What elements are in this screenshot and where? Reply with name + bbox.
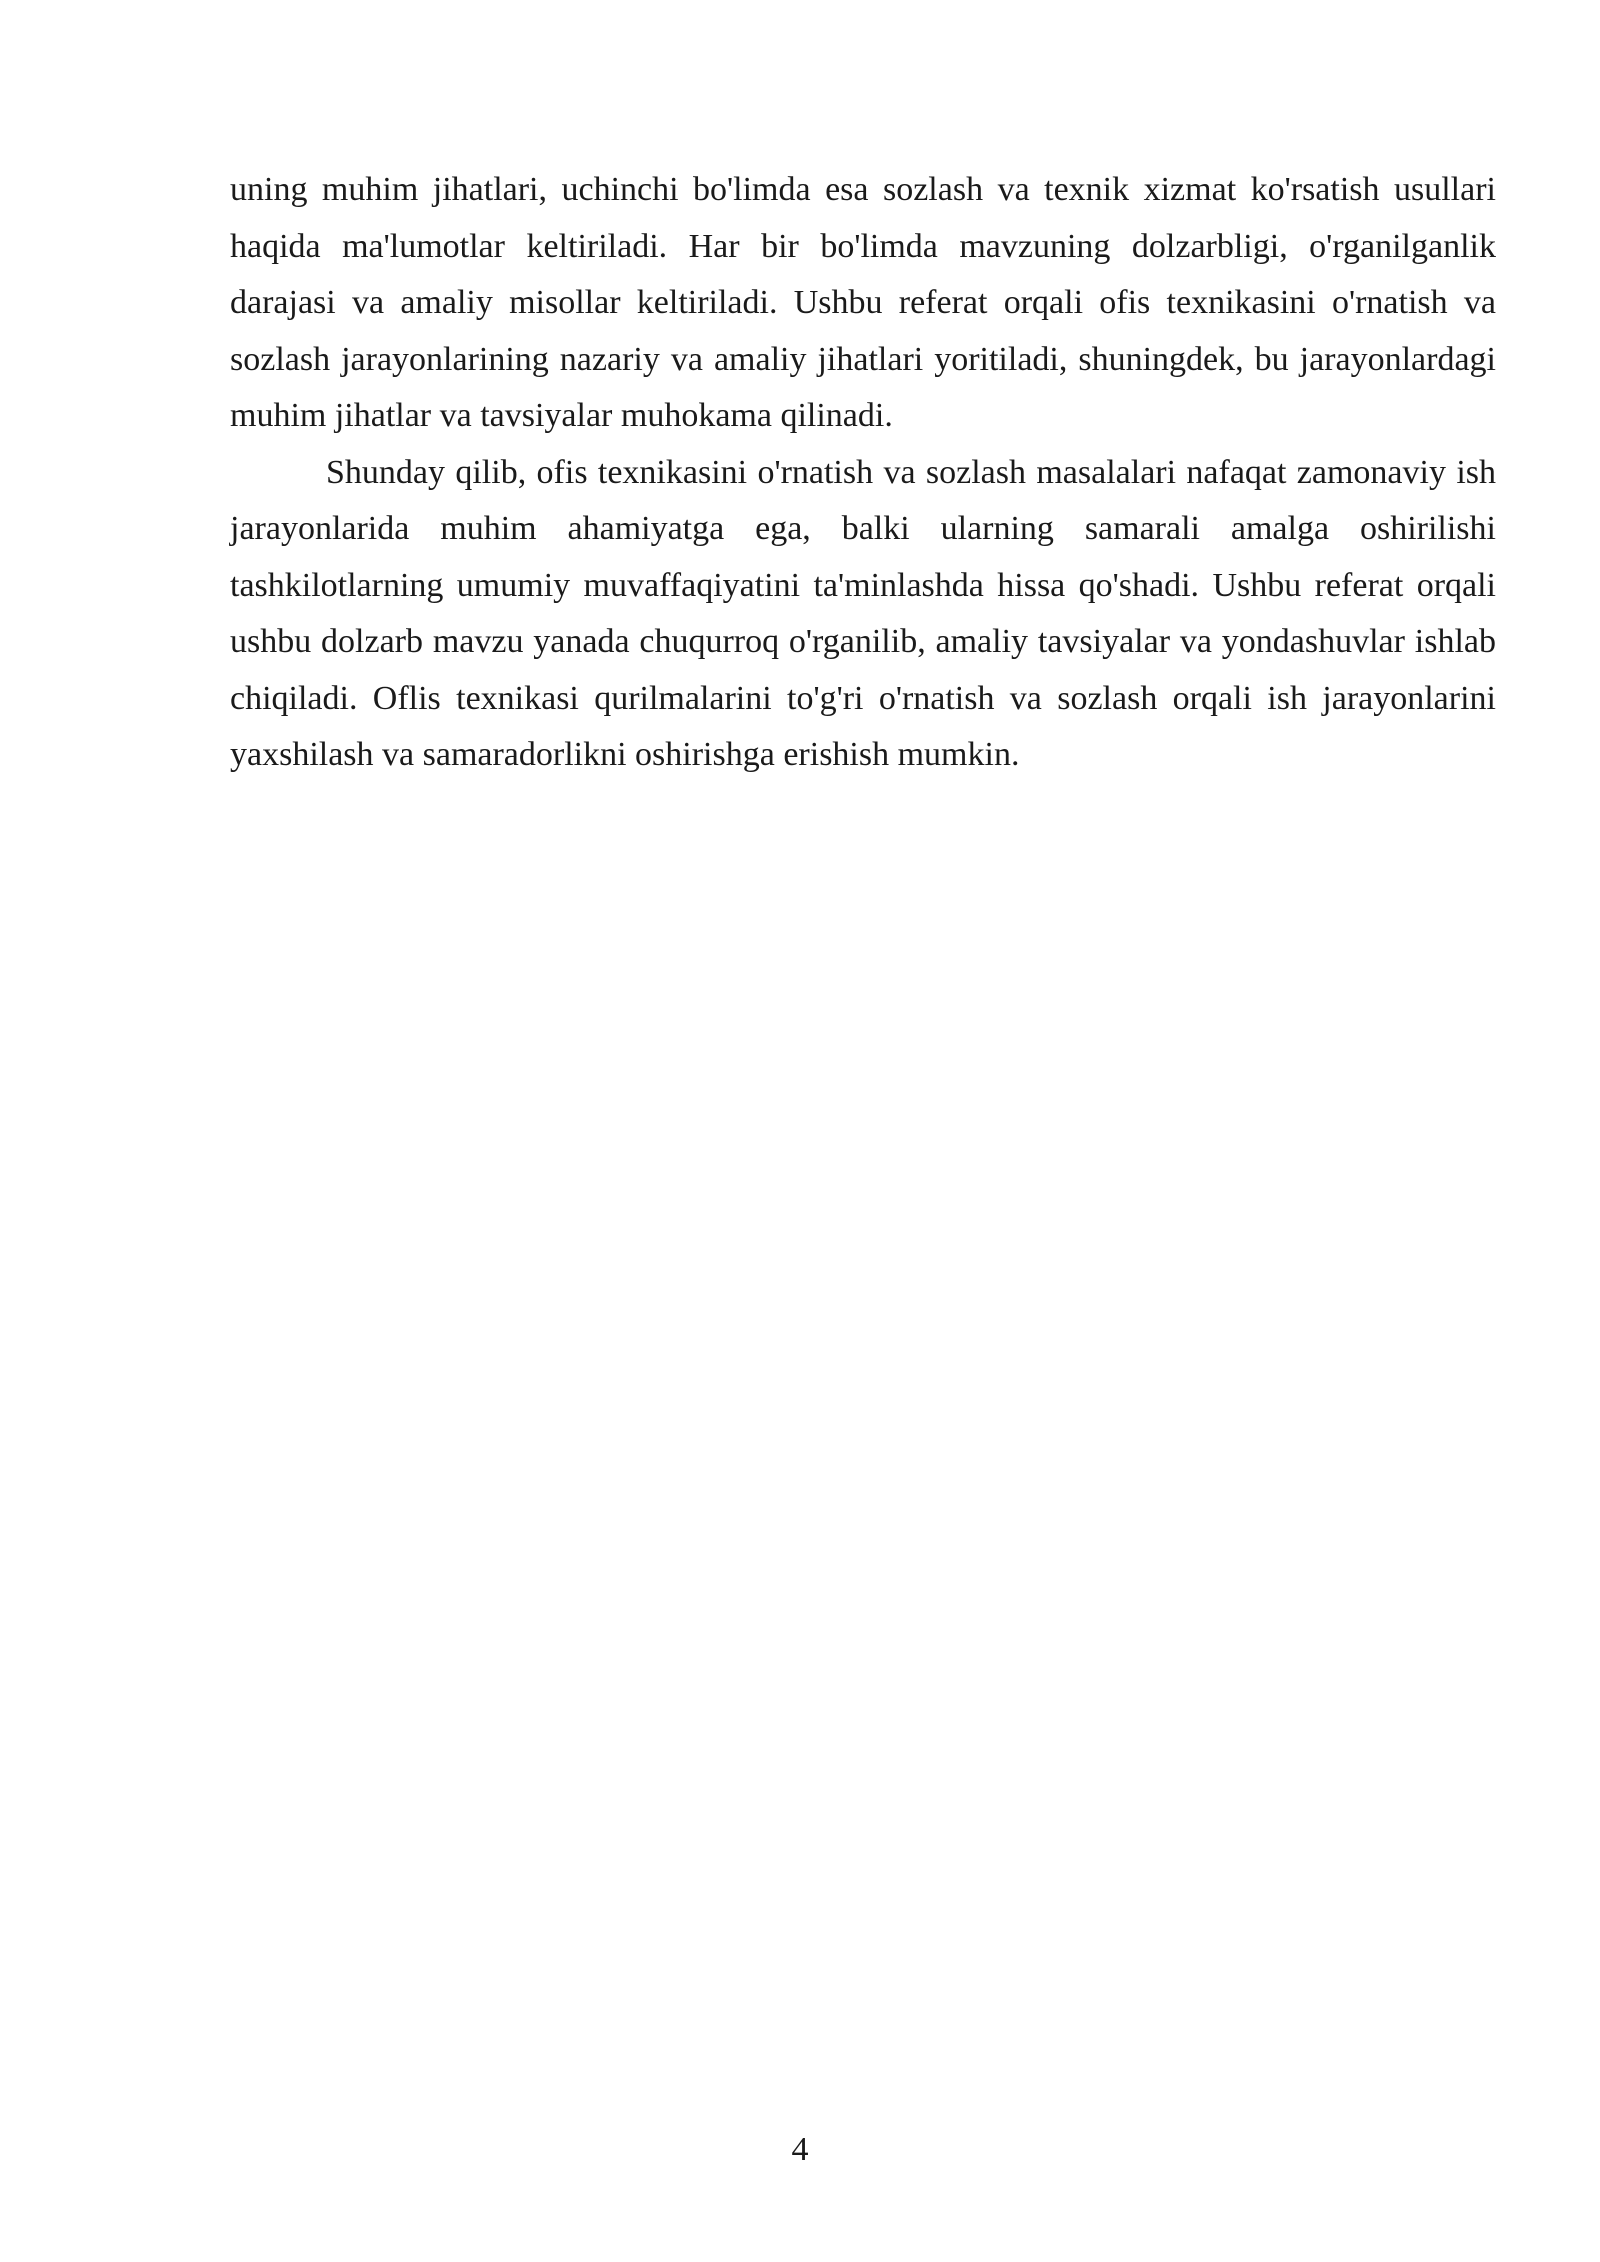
paragraph-conclusion: Shunday qilib, ofis texnikasini o'rnatish va sozlash masalalari nafaqat zamonaviy ish jarayonlarida muhim ahamiyatga ega, balki ularning samarali amalga oshirilishi tashkilotlarning umumiy muvaffaqiyatini ta'minlashda hissa qo'shadi. Ushbu referat orqali ushbu dolzarb mavzu yanada chuqurroq o'rganilib, amaliy tavsiyalar va yondashuvlar ishlab chiqiladi. Oflis texnikasi qurilmalarini to'g'ri o'rnatish va sozlash orqali ish jarayonlarini yaxshilash va samaradorlikni oshirishga erishish mumkin. <box>230 453 1496 773</box>
page-number: 4 <box>791 2131 809 2168</box>
paragraph-continuation: uning muhim jihatlari, uchinchi bo'limda esa sozlash va texnik xizmat ko'rsatish usullari haqida ma'lumotlar keltiriladi. Har bir bo'limda mavzuning dolzarbligi, o'rganilganlik darajasi va amaliy misollar keltiriladi. Ushbu referat orqali ofis texnikasini o'rnatish va sozlash jarayonlarining nazariy va amaliy jihatlari yoritiladi, shuningdek, bu jarayonlardagi muhim jihatlar va tavsiyalar muhokama qilinadi. <box>230 171 1496 434</box>
body-text <box>230 162 1496 784</box>
